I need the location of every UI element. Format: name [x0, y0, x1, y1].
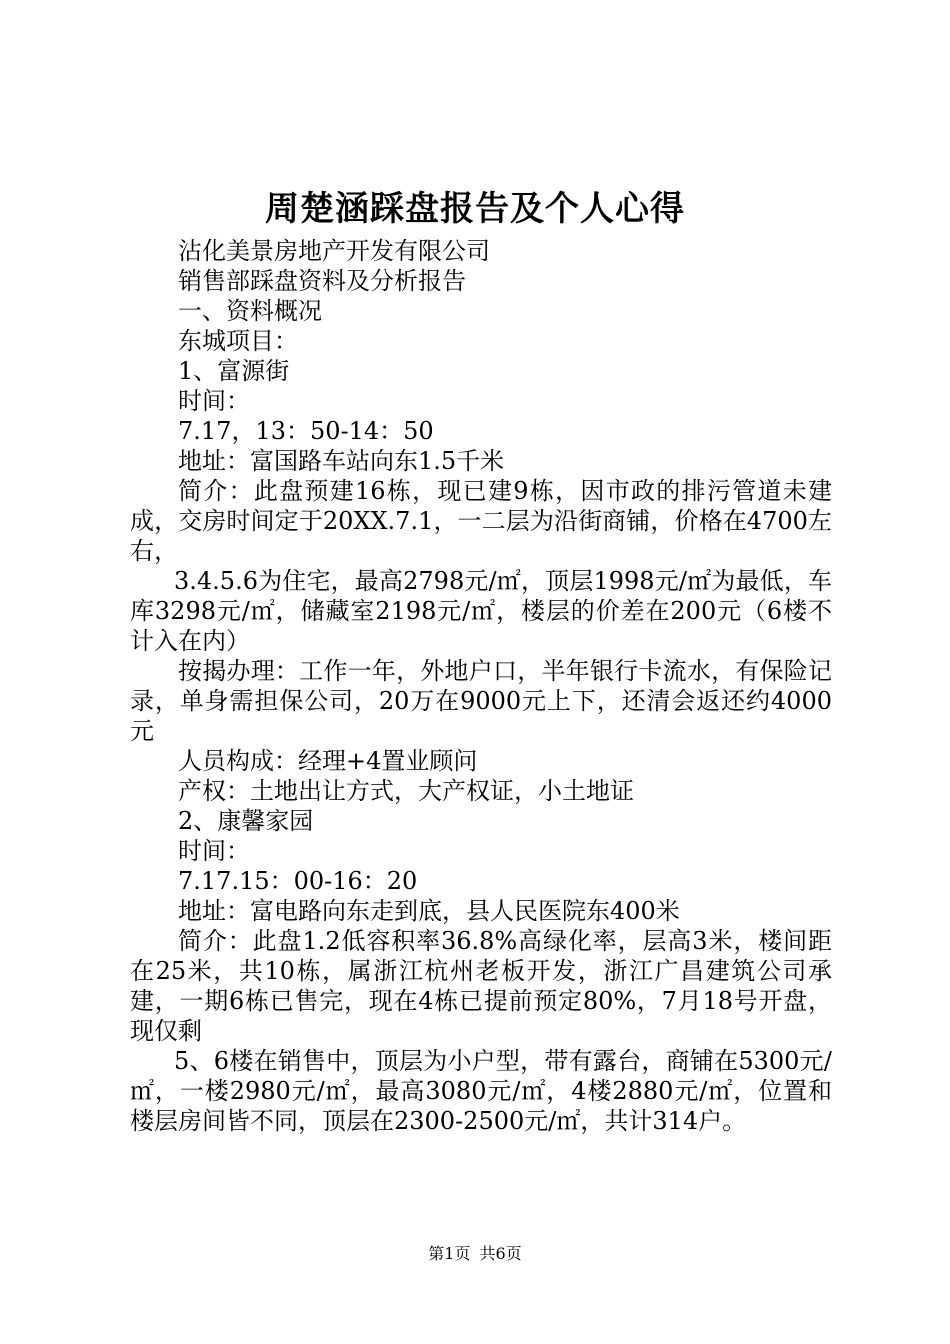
paragraph: 简介：此盘1.2低容积率36.8%高绿化率，层高3米，楼间距在25米，共10栋，属浙江杭州老板开发，浙江广昌建筑公司承建，一期6栋已售完，现在4栋已提前预定80%，7月18号开盘，现仅剩 [130, 927, 832, 1045]
document-title: 周楚涵踩盘报告及个人心得 [265, 189, 685, 229]
paragraph: 时间： [178, 387, 250, 415]
page-footer [0, 1243, 950, 1265]
document-body [130, 236, 832, 1136]
paragraph: 1、富源街 [178, 357, 290, 385]
paragraph: 7.17.15：00-16：20 [178, 867, 418, 895]
paragraph: 简介：此盘预建16栋，现已建9栋，因市政的排污管道未建成，交房时间定于20XX.7.1，一二层为沿街商铺，价格在4700左右， [130, 477, 832, 565]
page-total: 共6页 [479, 1244, 522, 1263]
paragraph: 产权：土地出让方式，大产权证，小土地证 [178, 777, 634, 805]
paragraph: 地址：富国路车站向东1.5千米 [178, 447, 505, 475]
paragraph: 时间： [178, 837, 250, 865]
page-number: 第1页 [428, 1244, 471, 1263]
paragraph: 人员构成：经理+4置业顾问 [178, 747, 478, 775]
paragraph: 2、康馨家园 [178, 807, 314, 835]
paragraph: 一、资料概况 [178, 297, 322, 325]
paragraph: 5、6楼在销售中，顶层为小户型，带有露台，商铺在5300元/㎡，一楼2980元/㎡，最高3080元/㎡，4楼2880元/㎡，位置和楼层房间皆不同，顶层在2300-2500元/㎡，共计314户。 [130, 1047, 832, 1135]
paragraph: 销售部踩盘资料及分析报告 [178, 267, 466, 295]
paragraph: 3.4.5.6为住宅，最高2798元/㎡，顶层1998元/㎡为最低，车库3298元/㎡，储藏室2198元/㎡，楼层的价差在200元（6楼不计入在内） [130, 567, 832, 655]
paragraph: 按揭办理：工作一年，外地户口，半年银行卡流水，有保险记录，单身需担保公司，20万在9000元上下，还清会返还约4000元 [130, 657, 832, 745]
paragraph: 地址：富电路向东走到底，县人民医院东400米 [178, 897, 680, 925]
paragraph: 沾化美景房地产开发有限公司 [178, 237, 490, 265]
paragraph: 东城项目： [178, 327, 298, 355]
paragraph: 7.17，13：50-14：50 [178, 417, 434, 445]
